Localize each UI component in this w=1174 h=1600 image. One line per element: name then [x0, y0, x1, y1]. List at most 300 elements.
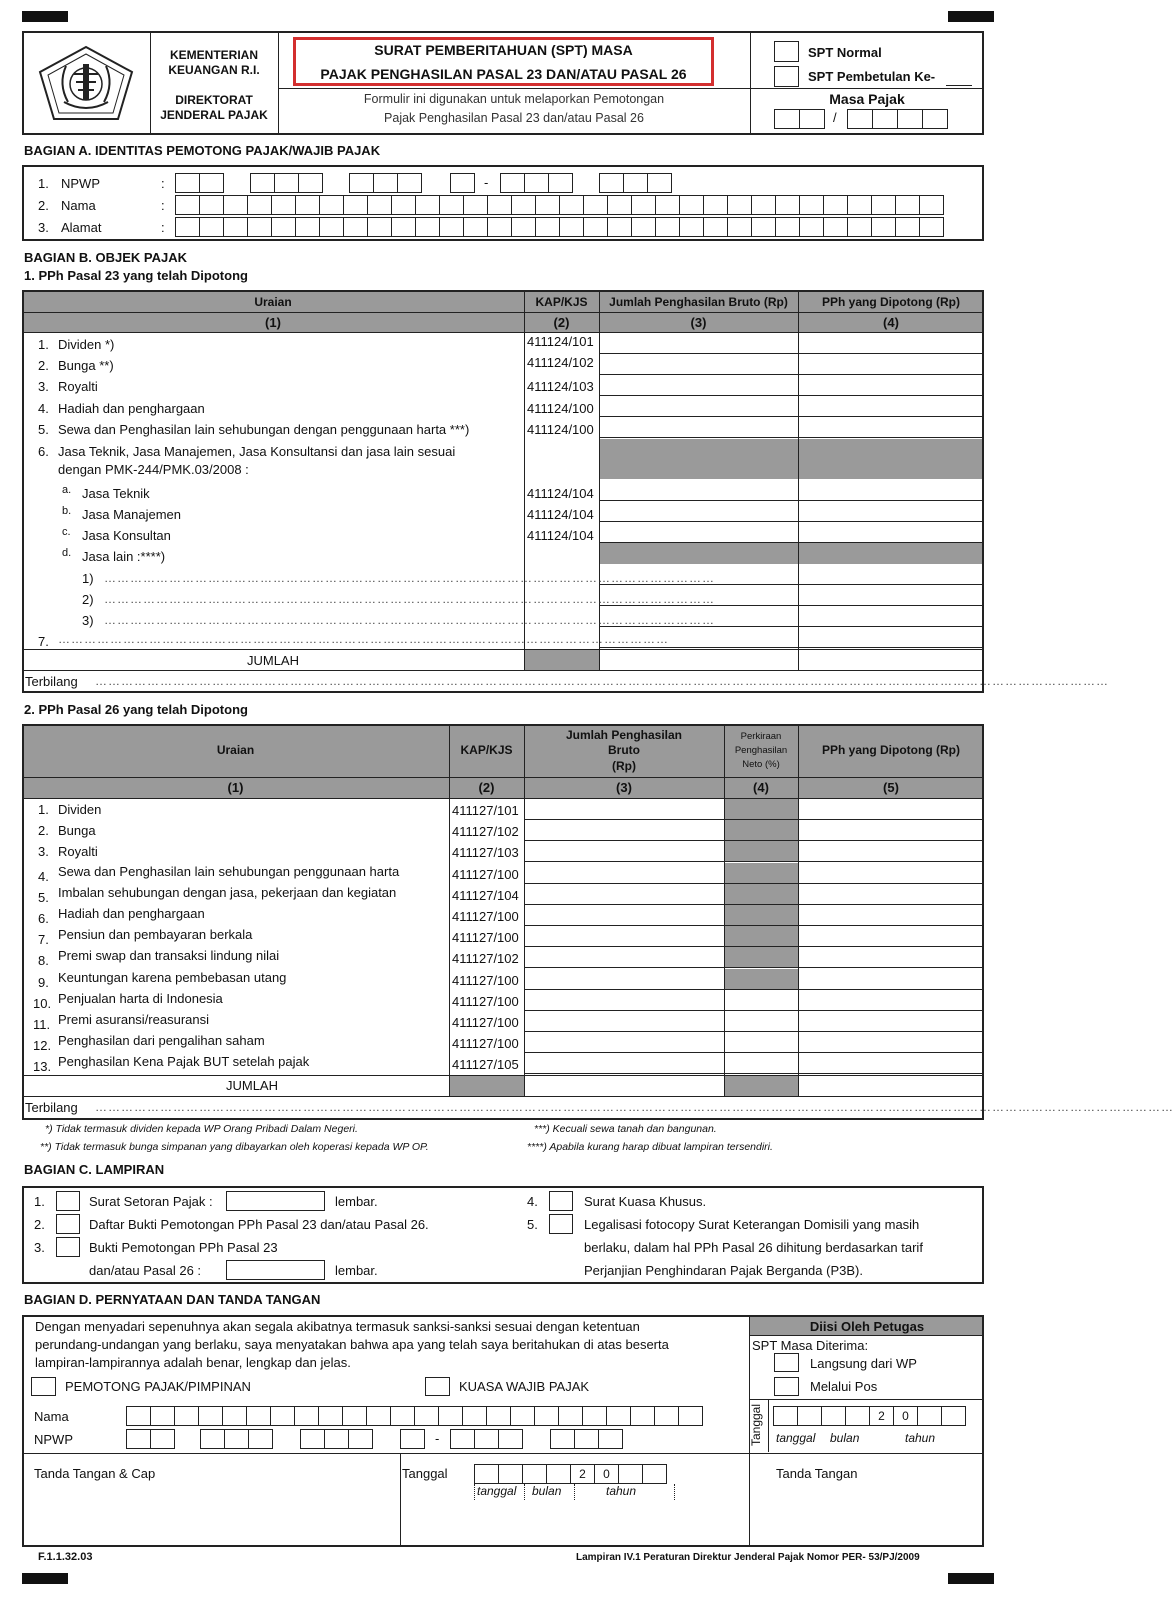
pph26-pph-cell[interactable] — [799, 841, 982, 862]
form-title-line2: PAJAK PENGHASILAN PASAL 23 DAN/ATAU PASAL 26 — [320, 66, 687, 82]
pph26-pph-cell[interactable] — [799, 1032, 982, 1053]
pph26-neto-cell — [725, 884, 798, 905]
row-number: 5. — [38, 422, 49, 437]
pph26-colnum-1: (1) — [227, 780, 244, 795]
input-cell[interactable] — [319, 195, 344, 215]
input-cell[interactable] — [679, 217, 704, 237]
input-cell[interactable] — [919, 217, 944, 237]
row-label: Penjualan harta di Indonesia — [58, 990, 223, 1006]
input-cell[interactable] — [510, 1406, 535, 1426]
input-cell[interactable] — [751, 217, 776, 237]
lampiran-3-unit: lembar. — [335, 1263, 378, 1278]
received-post-label: Melalui Pos — [810, 1379, 878, 1394]
input-cell[interactable] — [583, 217, 608, 237]
pph26-neto-cell — [725, 820, 798, 841]
pph23-bruto-cell[interactable] — [600, 650, 798, 671]
input-cell[interactable] — [535, 217, 560, 237]
row-kap: 411127/100 — [452, 1015, 519, 1030]
pph23-row6-line1: Jasa Teknik, Jasa Manajemen, Jasa Konsultansi dan jasa lain sesuai — [58, 444, 456, 459]
pph26-header-uraian: Uraian — [216, 743, 255, 757]
received-direct-label: Langsung dari WP — [810, 1356, 917, 1371]
input-cell[interactable] — [222, 1406, 247, 1426]
input-cell[interactable] — [679, 195, 704, 215]
input-cell[interactable] — [391, 217, 416, 237]
input-cell[interactable] — [367, 217, 392, 237]
input-cell[interactable] — [534, 1406, 559, 1426]
pembetulan-number-field[interactable] — [946, 85, 972, 86]
row-label: Premi swap dan transaksi lindung nilai — [58, 948, 280, 964]
input-cell[interactable] — [439, 195, 464, 215]
input-cell[interactable] — [246, 1406, 271, 1426]
input-cell[interactable] — [486, 1406, 511, 1426]
pph26-header-kap: KAP/KJS — [460, 743, 513, 757]
input-cell[interactable] — [439, 217, 464, 237]
pph23-pph-cell[interactable] — [799, 396, 982, 417]
pph23-pph-cell[interactable] — [799, 501, 982, 522]
masa-pajak-year-cells[interactable] — [847, 109, 947, 129]
row-label: Royalti — [58, 379, 98, 394]
lampiran-2-checkbox[interactable] — [56, 1214, 80, 1234]
row-kap: 411127/100 — [452, 909, 519, 924]
row-number: 6. — [38, 911, 49, 926]
input-cell[interactable] — [294, 1406, 319, 1426]
input-cell[interactable] — [535, 195, 560, 215]
pph26-pph-cell[interactable] — [799, 884, 982, 905]
kuasa-wajib-pajak-label: KUASA WAJIB PAJAK — [459, 1379, 590, 1394]
signing-date-label: Tanggal — [402, 1466, 448, 1481]
input-cell[interactable] — [775, 195, 800, 215]
input-cell[interactable] — [559, 217, 584, 237]
pph23-sub-b-kap: 411124/104 — [527, 507, 594, 522]
input-cell[interactable] — [295, 217, 320, 237]
pph26-pph-cell[interactable] — [799, 947, 982, 968]
pph23-sub-c-kap: 411124/104 — [527, 528, 594, 543]
pph23-pph-cell[interactable] — [799, 522, 982, 543]
signer-npwp-group4[interactable] — [400, 1429, 424, 1449]
pph23-bruto-cell[interactable] — [600, 480, 798, 501]
input-cell[interactable] — [175, 195, 200, 215]
input-cell[interactable] — [606, 1406, 631, 1426]
input-cell[interactable] — [247, 195, 272, 215]
input-cell[interactable] — [751, 195, 776, 215]
statement-line2: perundang-undangan yang berlaku, saya menyatakan bahwa apa yang telah saya beritahukan di atas beserta — [35, 1337, 669, 1352]
row-kap: 411127/100 — [452, 930, 519, 946]
input-cell[interactable] — [319, 217, 344, 237]
signer-npwp-label: NPWP — [34, 1432, 73, 1447]
pph23-bruto-cell[interactable] — [600, 354, 798, 375]
input-cell[interactable] — [703, 195, 728, 215]
signer-npwp-group2[interactable] — [200, 1429, 272, 1449]
row-number: 12. — [33, 1038, 52, 1054]
input-cell[interactable] — [847, 217, 872, 237]
pph26-bruto-cell[interactable] — [525, 947, 724, 968]
form-code: F.1.1.32.03 — [38, 1551, 93, 1563]
footnote-1: *) Tidak termasuk dividen kepada WP Orang Pribadi Dalam Negeri. — [45, 1123, 358, 1135]
row-label: Sewa dan Penghasilan lain sehubungan dengan penggunaan harta ***) — [58, 422, 470, 437]
pph26-neto-cell — [725, 863, 798, 884]
row-label: Imbalan sehubungan dengan jasa, pekerjaan dan kegiatan — [58, 884, 397, 900]
signing-date-month-caption: bulan — [532, 1484, 562, 1498]
input-cell[interactable] — [271, 195, 296, 215]
input-cell[interactable] — [150, 1406, 175, 1426]
input-cell[interactable] — [558, 1406, 583, 1426]
pph23-row7-line[interactable]: …………………………………………………………………………………………………………………………… — [58, 632, 669, 646]
input-cell[interactable] — [271, 217, 296, 237]
row-number: 4. — [38, 868, 49, 884]
pph23-other-3-line[interactable]: …………………………………………………………………………………………………………………………… — [104, 613, 715, 627]
input-cell[interactable] — [799, 195, 824, 215]
signer-npwp-group3[interactable] — [300, 1429, 372, 1449]
received-year-digit-2: 2 — [869, 1406, 894, 1426]
pph23-pph-cell[interactable] — [799, 417, 982, 438]
input-cell[interactable] — [582, 1406, 607, 1426]
bukti-potong-sheet-count-field[interactable] — [226, 1260, 325, 1280]
input-cell[interactable] — [655, 195, 680, 215]
pph26-pph-cell[interactable] — [799, 799, 982, 820]
footnote-2: **) Tidak termasuk bunga simpanan yang dibayarkan oleh koperasi kepada WP OP. — [40, 1141, 429, 1153]
lampiran-5-line3: Perjanjian Penghindaran Pajak Berganda (P3B). — [584, 1263, 863, 1278]
pph26-bruto-cell[interactable] — [525, 1032, 724, 1053]
pph23-other-1-line[interactable]: …………………………………………………………………………………………………………………………… — [104, 571, 715, 585]
pph23-pph-cell[interactable] — [799, 375, 982, 396]
input-cell[interactable] — [174, 1406, 199, 1426]
row-number: 4. — [38, 401, 49, 416]
input-cell[interactable] — [583, 195, 608, 215]
lampiran-5-line1: Legalisasi fotocopy Surat Keterangan Domisili yang masih — [584, 1217, 920, 1232]
pemotong-pimpinan-checkbox[interactable] — [31, 1377, 56, 1396]
row-label: Keuntungan karena pembebasan utang — [58, 969, 287, 985]
row-number: 1. — [38, 802, 49, 817]
input-cell[interactable] — [438, 1406, 463, 1426]
footnote-4: ****) Apabila kurang harap dibuat lampiran tersendiri. — [527, 1141, 773, 1153]
npwp-cells-group4[interactable] — [450, 173, 474, 193]
footnote-3: ***) Kecuali sewa tanah dan bangunan. — [534, 1123, 717, 1135]
signer-npwp-group6[interactable] — [550, 1429, 622, 1449]
pph26-header-bruto-line2: Bruto — [608, 743, 640, 757]
lampiran-1-unit: lembar. — [335, 1194, 378, 1209]
row-kap: 411127/100 — [452, 1036, 519, 1052]
pph26-neto-cell — [725, 969, 798, 990]
pph23-bruto-cell[interactable] — [600, 396, 798, 417]
pemotong-pimpinan-label: PEMOTONG PAJAK/PIMPINAN — [65, 1379, 251, 1394]
pph26-bruto-cell[interactable] — [525, 1011, 724, 1032]
pph26-pph-cell[interactable] — [799, 990, 982, 1011]
alamat-label: Alamat — [61, 220, 102, 235]
input-cell[interactable] — [367, 195, 392, 215]
input-cell[interactable] — [703, 217, 728, 237]
row-kap: 411127/100 — [452, 866, 519, 882]
alamat-colon: : — [161, 220, 165, 235]
row-number: 5. — [38, 889, 49, 905]
input-cell[interactable] — [318, 1406, 343, 1426]
received-year-digit-0: 0 — [893, 1406, 918, 1426]
input-cell[interactable] — [463, 195, 488, 215]
nama-cells[interactable] — [175, 195, 943, 215]
received-month-caption: bulan — [830, 1431, 860, 1445]
received-date-vertical-label: Tanggal — [749, 1403, 764, 1447]
input-cell[interactable] — [223, 217, 248, 237]
row-number: 3. — [38, 844, 49, 860]
spt-pembetulan-checkbox[interactable] — [774, 66, 799, 87]
received-direct-checkbox[interactable] — [774, 1353, 799, 1372]
pph23-terbilang-line[interactable]: ……………………………………………………………………………………………………………………………………………………………………………………………………………… — [95, 674, 1109, 688]
pph26-bruto-cell[interactable] — [525, 969, 724, 990]
pph26-jumlah-label: JUMLAH — [225, 1078, 278, 1093]
input-cell[interactable] — [871, 217, 896, 237]
input-cell[interactable] — [198, 1406, 223, 1426]
input-cell[interactable] — [175, 217, 200, 237]
lampiran-4-number: 4. — [527, 1194, 538, 1209]
pph26-neto-cell[interactable] — [725, 1053, 798, 1074]
input-cell[interactable] — [390, 1406, 415, 1426]
input-cell[interactable] — [847, 195, 872, 215]
input-cell[interactable] — [823, 195, 848, 215]
pph23-pph-cell[interactable] — [799, 585, 982, 606]
pph23-bruto-cell[interactable] — [600, 585, 798, 606]
pph26-neto-cell — [725, 841, 798, 862]
lampiran-5-line2: berlaku, dalam hal PPh Pasal 26 dihitung berdasarkan tarif — [584, 1240, 923, 1255]
npwp-cells-group1[interactable] — [175, 173, 223, 193]
input-cell[interactable] — [655, 217, 680, 237]
pph23-pph-cell[interactable] — [799, 606, 982, 627]
pph26-pph-cell[interactable] — [799, 820, 982, 841]
signer-npwp-group5[interactable] — [450, 1429, 522, 1449]
received-date-cells[interactable] — [773, 1406, 965, 1426]
input-cell[interactable] — [199, 217, 224, 237]
signer-npwp-group1[interactable] — [126, 1429, 174, 1449]
pph23-bruto-cell[interactable] — [600, 417, 798, 438]
pph26-bruto-cell[interactable] — [525, 820, 724, 841]
pph26-pph-cell[interactable] — [799, 926, 982, 947]
pph23-header-uraian: Uraian — [254, 295, 292, 309]
pph23-bruto-cell[interactable] — [600, 501, 798, 522]
lampiran-4-checkbox[interactable] — [549, 1191, 573, 1211]
row-kap: 411127/100 — [452, 993, 519, 1009]
input-cell[interactable] — [511, 195, 536, 215]
pph23-terbilang-label: Terbilang — [25, 674, 78, 689]
input-cell[interactable] — [823, 217, 848, 237]
pph23-other-2-number: 2) — [82, 592, 94, 607]
npwp-cells-group5[interactable] — [500, 173, 572, 193]
row-label: Bunga **) — [58, 358, 114, 373]
input-cell[interactable] — [871, 195, 896, 215]
pph23-header-kap: KAP/KJS — [535, 295, 588, 309]
pph23-bruto-cell[interactable] — [600, 333, 798, 354]
pph26-neto-cell[interactable] — [725, 1032, 798, 1053]
row-number: 8. — [38, 953, 49, 969]
pph26-neto-cell — [725, 799, 798, 820]
officer-signature-area[interactable] — [751, 1485, 982, 1545]
pph26-header-bruto-line1: Jumlah Penghasilan — [565, 728, 683, 742]
alamat-cells[interactable] — [175, 217, 943, 237]
pph26-colnum-2: (2) — [478, 780, 495, 795]
input-cell[interactable] — [678, 1406, 703, 1426]
pph23-bruto-cell[interactable] — [600, 606, 798, 627]
signing-date-cells[interactable] — [474, 1464, 666, 1484]
lampiran-5-number: 5. — [527, 1217, 538, 1232]
pph23-bruto-cell[interactable] — [600, 564, 798, 585]
section-b-title: BAGIAN B. OBJEK PAJAK — [24, 250, 188, 265]
lampiran-5-checkbox[interactable] — [549, 1214, 573, 1234]
pph23-pph-cell[interactable] — [799, 354, 982, 375]
pph23-sub-c-letter: c. — [62, 526, 71, 538]
row-kap: 411124/101 — [527, 334, 594, 349]
input-cell[interactable] — [487, 195, 512, 215]
input-cell[interactable] — [270, 1406, 295, 1426]
pph23-pph-cell[interactable] — [799, 627, 982, 648]
signer-nama-label: Nama — [34, 1409, 69, 1424]
pph26-bruto-cell[interactable] — [525, 1053, 724, 1074]
input-cell[interactable] — [630, 1406, 655, 1426]
row-label: Pensiun dan pembayaran berkala — [58, 927, 253, 943]
spt-normal-checkbox[interactable] — [774, 41, 799, 62]
input-cell[interactable] — [342, 1406, 367, 1426]
input-cell[interactable] — [631, 195, 656, 215]
row-number: 2. — [38, 358, 49, 373]
npwp-label: NPWP — [61, 176, 100, 191]
input-cell[interactable] — [462, 1406, 487, 1426]
input-cell[interactable] — [799, 217, 824, 237]
section-c-title: BAGIAN C. LAMPIRAN — [24, 1162, 165, 1177]
ministry-name-line1: KEMENTERIAN — [169, 48, 258, 62]
row-label: Dividen — [58, 802, 102, 817]
regulation-reference: Lampiran IV.1 Peraturan Direktur Jenderal Pajak Nomor PER- 53/PJ/2009 — [576, 1552, 920, 1563]
input-cell[interactable] — [919, 195, 944, 215]
masa-pajak-month-cells[interactable] — [774, 109, 824, 129]
pph23-subtitle: 1. PPh Pasal 23 yang telah Dipotong — [24, 268, 248, 283]
statement-line1: Dengan menyadari sepenuhnya akan segala akibatnya termasuk sanksi-sanksi sesuai dengan ketentuan — [35, 1319, 640, 1334]
pph23-bruto-cell[interactable] — [600, 522, 798, 543]
pph26-bruto-cell[interactable] — [525, 884, 724, 905]
row-label: Sewa dan Penghasilan lain sehubungan penggunaan harta — [58, 863, 400, 879]
pph23-sub-b-label: Jasa Manajemen — [82, 507, 181, 522]
pph23-pph-cell[interactable] — [799, 333, 982, 354]
input-cell[interactable] — [391, 195, 416, 215]
lampiran-1-checkbox[interactable] — [56, 1191, 80, 1211]
row-label: Hadiah dan penghargaan — [58, 401, 205, 416]
row-label: Dividen *) — [58, 337, 115, 352]
row-kap: 411124/100 — [527, 401, 594, 416]
row-kap: 411124/100 — [527, 422, 594, 437]
spt-normal-label: SPT Normal — [808, 45, 882, 60]
signer-nama-cells[interactable] — [126, 1406, 702, 1426]
pph23-pph-cell[interactable] — [799, 650, 982, 671]
input-cell[interactable] — [126, 1406, 151, 1426]
pph26-pph-cell[interactable] — [799, 969, 982, 990]
pph26-colnum-5: (5) — [883, 780, 899, 795]
pph23-bruto-cell[interactable] — [600, 627, 798, 648]
ssp-sheet-count-field[interactable] — [226, 1191, 325, 1211]
pph26-bruto-cell[interactable] — [525, 990, 724, 1011]
pph26-neto-cell[interactable] — [725, 1011, 798, 1032]
input-cell[interactable] — [607, 195, 632, 215]
pph26-pph-cell[interactable] — [799, 1053, 982, 1074]
lampiran-3-checkbox[interactable] — [56, 1237, 80, 1257]
pph26-pph-cell[interactable] — [799, 863, 982, 884]
input-cell[interactable] — [631, 217, 656, 237]
input-cell[interactable] — [727, 195, 752, 215]
input-cell[interactable] — [463, 217, 488, 237]
pph23-sub-b-letter: b. — [62, 505, 72, 517]
pph26-neto-cell[interactable] — [725, 990, 798, 1011]
pph23-bruto-cell[interactable] — [600, 375, 798, 396]
pph26-header-neto-line2: Penghasilan — [734, 745, 788, 756]
pph26-bruto-cell[interactable] — [525, 841, 724, 862]
input-cell[interactable] — [727, 217, 752, 237]
pph26-header-neto-line3: Neto (%) — [742, 759, 780, 770]
row-kap: 411127/100 — [452, 972, 519, 988]
lampiran-4-label: Surat Kuasa Khusus. — [584, 1194, 707, 1209]
pph23-jumlah-label: JUMLAH — [246, 653, 299, 668]
signature-area[interactable] — [23, 1485, 399, 1545]
registration-mark-bottom-left — [22, 1573, 68, 1584]
pph23-pph-cell[interactable] — [799, 480, 982, 501]
input-cell[interactable] — [895, 195, 920, 215]
pph26-header-pph: PPh yang Dipotong (Rp) — [822, 743, 960, 757]
pph26-header-neto-line1: Perkiraan — [740, 731, 782, 742]
registration-mark-bottom-right — [948, 1573, 994, 1584]
input-cell[interactable] — [511, 217, 536, 237]
directorate-name-line1: DIREKTORAT — [175, 93, 253, 107]
input-cell[interactable] — [895, 217, 920, 237]
input-cell[interactable] — [415, 195, 440, 215]
input-cell[interactable] — [559, 195, 584, 215]
npwp-cells-group2[interactable] — [250, 173, 322, 193]
input-cell[interactable] — [223, 195, 248, 215]
pph26-pph-cell[interactable] — [799, 1011, 982, 1032]
input-cell[interactable] — [775, 217, 800, 237]
input-cell[interactable] — [415, 217, 440, 237]
directorate-name-line2: JENDERAL PAJAK — [160, 108, 268, 122]
lampiran-3-number: 3. — [34, 1240, 45, 1255]
pph23-other-2-line[interactable]: …………………………………………………………………………………………………………………………… — [104, 592, 715, 606]
pph23-pph-cell[interactable] — [799, 564, 982, 585]
input-cell[interactable] — [295, 195, 320, 215]
pph26-colnum-4: (4) — [753, 780, 769, 795]
input-cell[interactable] — [343, 217, 368, 237]
input-cell[interactable] — [487, 217, 512, 237]
kuasa-wajib-pajak-checkbox[interactable] — [425, 1377, 450, 1396]
officer-signature-label: Tanda Tangan — [776, 1466, 858, 1481]
input-cell[interactable] — [199, 195, 224, 215]
pph26-bruto-cell[interactable] — [525, 799, 724, 820]
input-cell[interactable] — [366, 1406, 391, 1426]
input-cell[interactable] — [343, 195, 368, 215]
pph26-bruto-cell[interactable] — [525, 926, 724, 947]
masa-pajak-label: Masa Pajak — [829, 91, 905, 107]
row-kap: 411127/103 — [452, 845, 519, 861]
received-post-checkbox[interactable] — [774, 1377, 799, 1396]
input-cell[interactable] — [654, 1406, 679, 1426]
pph23-header-pph: PPh yang Dipotong (Rp) — [822, 295, 960, 309]
pph26-terbilang-line[interactable]: …………………………………………………………………………………………………………………………………………………………………………………………………………………………… — [95, 1100, 1174, 1114]
pph23-colnum-3: (3) — [690, 315, 707, 330]
pph26-bruto-cell[interactable] — [525, 863, 724, 884]
pph23-row6-number: 6. — [38, 444, 49, 459]
input-cell[interactable] — [607, 217, 632, 237]
npwp-cells-group3[interactable] — [349, 173, 421, 193]
pph23-row6-line2: dengan PMK-244/PMK.03/2008 : — [58, 462, 249, 477]
row-label: Hadiah dan penghargaan — [58, 906, 205, 921]
pph23-sub-a-kap: 411124/104 — [527, 486, 594, 501]
row-kap: 411124/102 — [527, 355, 594, 370]
input-cell[interactable] — [247, 217, 272, 237]
npwp-cells-group6[interactable] — [599, 173, 671, 193]
input-cell[interactable] — [414, 1406, 439, 1426]
pph26-bruto-cell[interactable] — [525, 905, 724, 926]
pph26-pph-cell[interactable] — [799, 905, 982, 926]
pph23-other-1-number: 1) — [82, 571, 94, 586]
